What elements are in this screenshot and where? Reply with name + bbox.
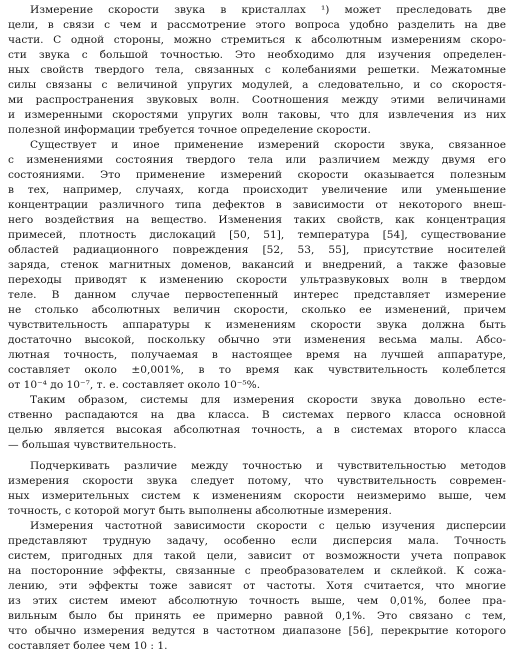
text-line: — большая чувствительность.: [8, 439, 177, 451]
paragraph-1: [8, 3, 506, 138]
text-line: с изменениями состояния твердого тела или различием между двумя его: [8, 154, 506, 166]
paragraph-4: [8, 459, 506, 519]
text-line: заряда, стенок магнитных доменов, вакансий и внедрений, а также фазовые: [8, 259, 506, 271]
paragraph-2: [8, 138, 506, 393]
text-line: ственно распадаются на два класса. В системах первого класса основной: [8, 409, 506, 421]
text-line: Таким образом, системы для измерения скорости звука довольно есте-: [30, 394, 506, 406]
text-body: [8, 3, 506, 654]
text-line: цели, в связи с чем и рассмотрение этого вопроса удобно разделить на две: [8, 19, 506, 31]
text-line: ных свойств твердого тела, связанных с колебаниями решетки. Межатомные: [8, 64, 506, 76]
text-line: ми распространения звуковых волн. Соотношения между этими величинами: [8, 94, 506, 106]
text-line: вильным было бы принять ее примерно равной 0,1%. Это связано с тем,: [8, 610, 506, 622]
text-line: Измерение скорости звука в кристаллах ¹) может преследовать две: [30, 4, 506, 16]
text-line: и измеренными скоростями упругих волн таковы, что для извлечения из них: [8, 109, 506, 121]
text-line: силы связаны с величиной упругих модулей, а следовательно, и со скоростя-: [8, 79, 506, 91]
text-line: что обычно измерения ведутся в частотном диапазоне [56], перекрытие которого: [8, 625, 506, 637]
text-line: не столько абсолютных величин скорости, сколько ее изменений, причем: [8, 304, 506, 316]
text-line: систем, пригодных для такой цели, зависит от возможности учета поправок: [8, 550, 506, 562]
paragraph-3: [8, 393, 506, 453]
text-line: лютная точность, получаемая в настоящее время на лучшей аппаратуре,: [8, 349, 506, 361]
text-line: теле. В данном случае первостепенный интерес представляет измерение: [8, 289, 506, 301]
text-line: него воздействия на вещество. Изменения таких свойств, как концентрация: [8, 214, 506, 226]
text-line: на посторонние эффекты, связанные с преобразователем и склейкой. К сожа-: [8, 565, 506, 577]
text-line: Существует и иное применение измерений скорости звука, связанное: [30, 139, 506, 151]
paragraph-5: [8, 519, 506, 654]
text-line: составляет около ±0,001%, в то время как чувствительность колеблется: [8, 364, 506, 376]
text-line: лению, эти эффекты тоже зависят от частоты. Хотя считается, что многие: [8, 580, 506, 592]
text-line: в тех, например, случаях, когда происходит увеличение или уменьшение: [8, 184, 506, 196]
text-line: точность, с которой могут быть выполнены абсолютные измерения.: [8, 505, 392, 517]
text-line: сти звука с большой точностью. Это необходимо для изучения определен-: [8, 49, 506, 61]
text-line: составляет более чем 10 : 1.: [8, 640, 168, 652]
text-line: представляют трудную задачу, особенно если дисперсия мала. Точность: [8, 535, 506, 547]
text-line: переходы приводят к изменению скорости ультразвуковых волн в твердом: [8, 274, 506, 286]
text-line: концентрации различного типа дефектов в зависимости от некоторого внеш-: [8, 199, 506, 211]
text-line: областей радиационного повреждения [52, 53, 55], присутствие носителей: [8, 244, 506, 256]
text-line: целью является высокая абсолютная точность, а в системах второго класса: [8, 424, 506, 436]
text-line: Подчеркивать различие между точностью и чувствительностью методов: [30, 460, 506, 472]
text-line: от 10⁻⁴ до 10⁻⁷, т. е. составляет около 10⁻⁵%.: [8, 379, 261, 391]
text-line: измерения скорости звука следует потому, что чувствительность современ-: [8, 475, 506, 487]
text-line: Измерения частотной зависимости скорости с целью изучения дисперсии: [30, 520, 506, 532]
text-line: примесей, плотность дислокаций [50, 51], температура [54], существование: [8, 229, 506, 241]
text-line: части. С одной стороны, можно стремиться к абсолютным измерениям скоро-: [8, 34, 506, 46]
text-line: ных измерительных систем к изменениям скорости неизмеримо выше, чем: [8, 490, 506, 502]
text-line: чувствительность аппаратуры к изменениям скорости звука должна быть: [8, 319, 506, 331]
text-line: достаточно высокой, поскольку обычно эти изменения весьма малы. Абсо-: [8, 334, 506, 346]
text-line: полезной информации требуется точное определение скорости.: [8, 124, 371, 136]
text-line: из этих систем имеют абсолютную точность выше, чем 0,01%, более пра-: [8, 595, 506, 607]
text-line: состояниями. Это применение измерений скорости оказывается полезным: [8, 169, 506, 181]
